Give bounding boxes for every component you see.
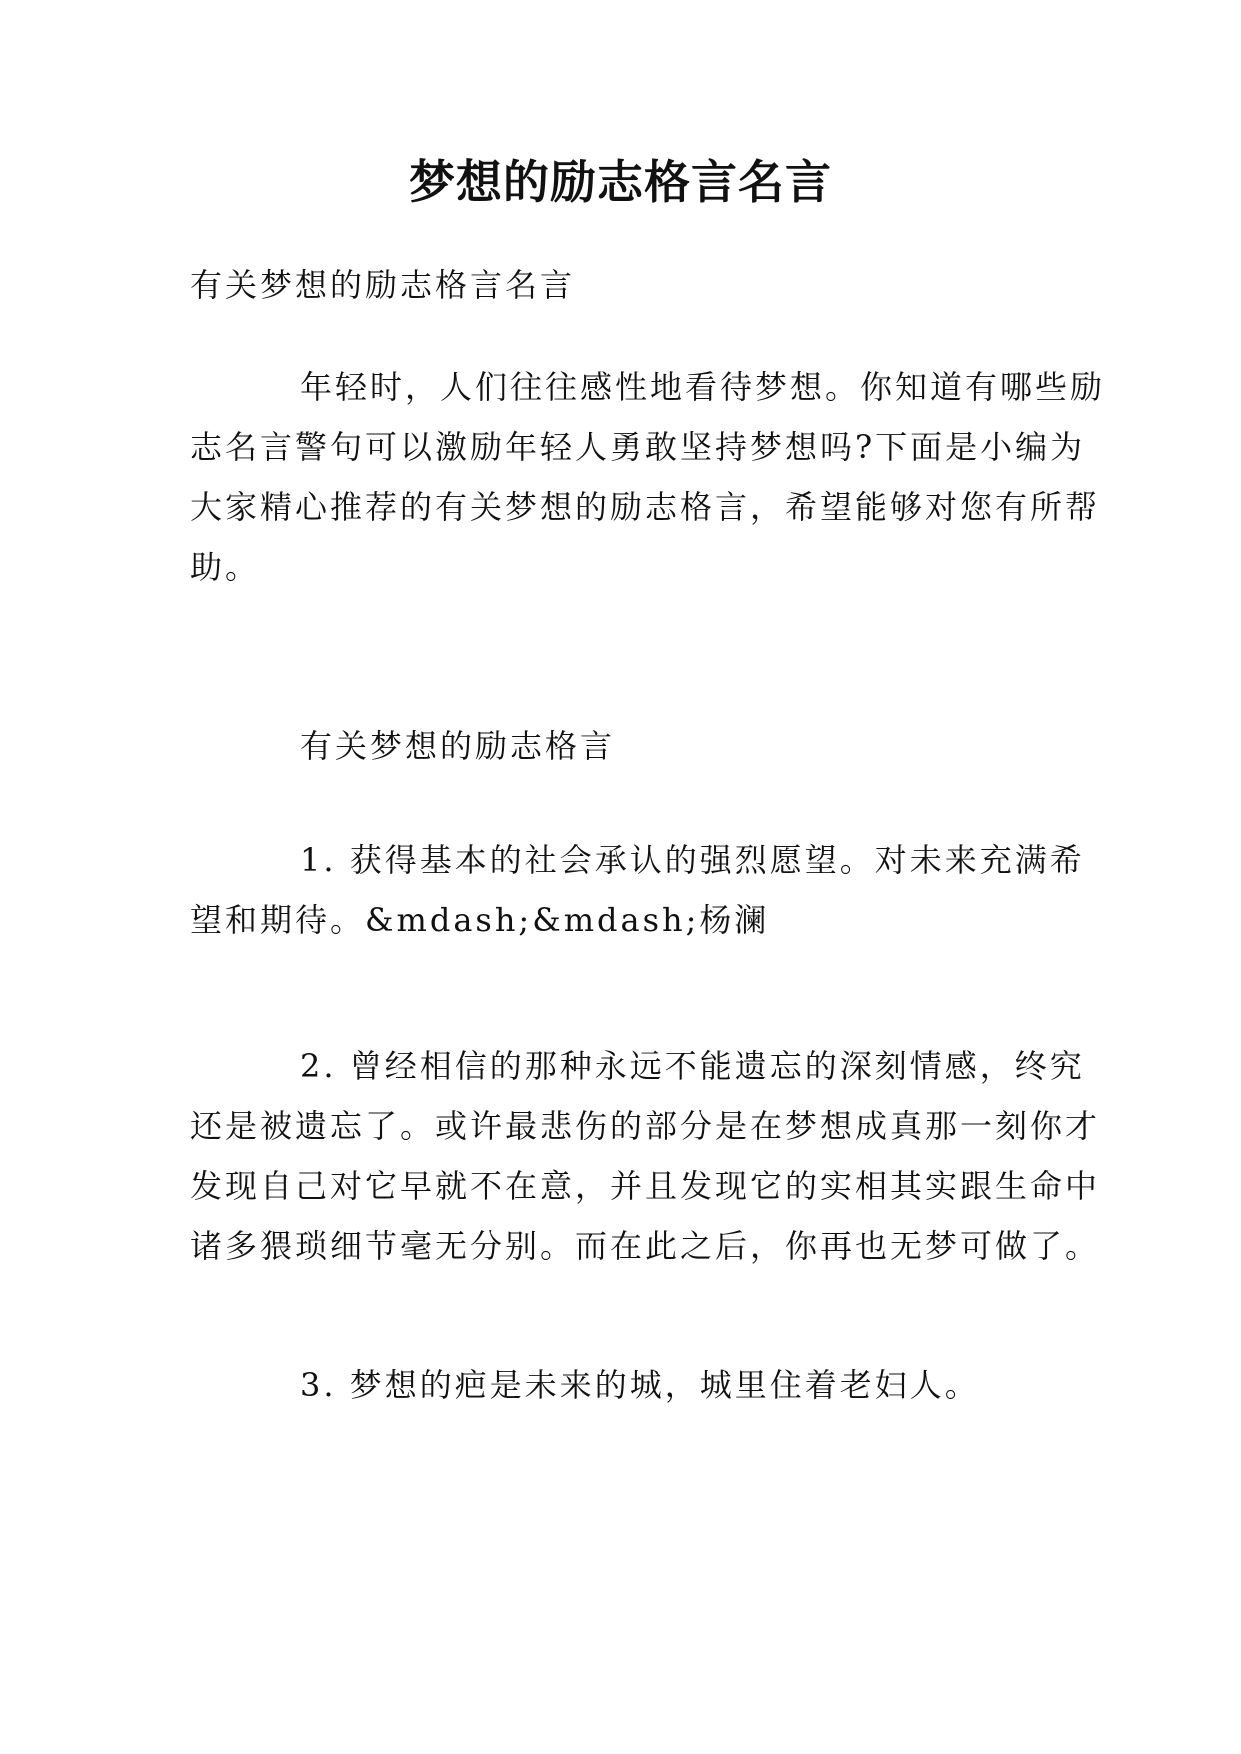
intro-paragraph <box>190 357 1106 597</box>
quote-line: 诸多猥琐细节毫无分别。而在此之后，你再也无梦可做了。 <box>190 1227 1101 1265</box>
intro-line: 助。 <box>190 548 261 586</box>
quote-3 <box>190 1355 1070 1415</box>
section-heading <box>190 716 1070 776</box>
subtitle-text: 有关梦想的励志格言名言 <box>190 266 576 304</box>
quote-line: 2. 曾经相信的那种永远不能遗忘的深刻情感，终究 <box>300 1047 1085 1085</box>
quote-line: 发现自己对它早就不在意，并且发现它的实相其实跟生命中 <box>190 1167 1101 1205</box>
document-subtitle <box>190 255 1070 315</box>
section-heading-text: 有关梦想的励志格言 <box>300 727 616 765</box>
quote-1 <box>190 830 1085 950</box>
quote-2 <box>190 1036 1101 1276</box>
quote-line: 3. 梦想的疤是未来的城，城里住着老妇人。 <box>300 1366 980 1404</box>
document-title: 梦想的励志格言名言 <box>409 155 832 209</box>
quote-line: 1. 获得基本的社会承认的强烈愿望。对未来充满希 <box>300 841 1085 879</box>
intro-line: 年轻时，人们往往感性地看待梦想。你知道有哪些励 <box>300 368 1106 406</box>
quote-line: 望和期待。&mdash;&mdash;杨澜 <box>190 901 770 939</box>
quote-line: 还是被遗忘了。或许最悲伤的部分是在梦想成真那一刻你才 <box>190 1107 1101 1145</box>
intro-line: 大家精心推荐的有关梦想的励志格言，希望能够对您有所帮 <box>190 488 1101 526</box>
intro-line: 志名言警句可以激励年轻人勇敢坚持梦想吗?下面是小编为 <box>190 428 1086 466</box>
